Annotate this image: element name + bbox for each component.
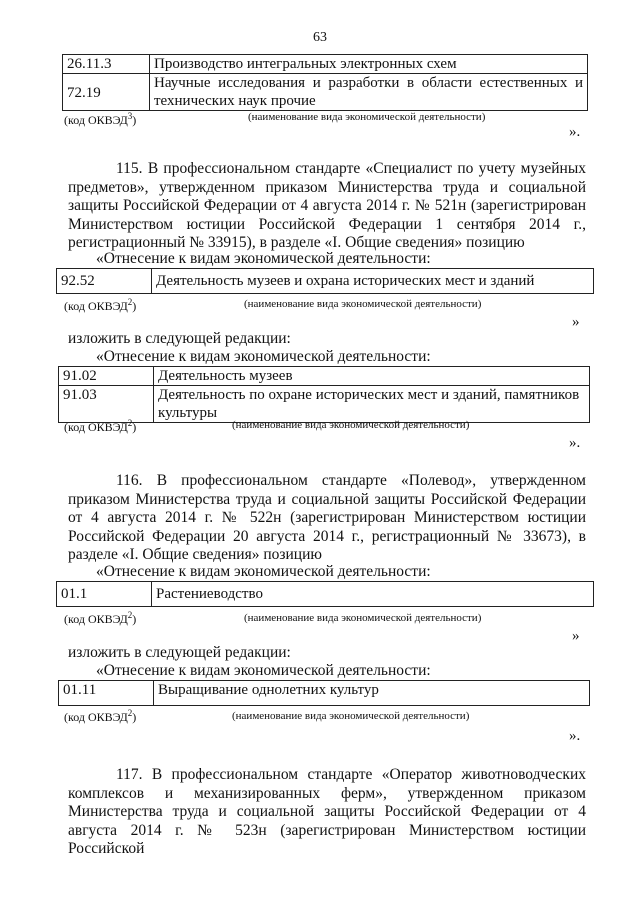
name-caption: (наименование вида экономической деятельности) — [244, 612, 482, 624]
intro-line: «Отнесение к видам экономической деятельности: — [96, 563, 431, 580]
okved-name: Деятельность музеев и охрана исторических мест и зданий — [152, 269, 594, 294]
okved-name: Научные исследования и разработки в области естественных и технических наук прочие — [150, 74, 588, 111]
code-caption: (код ОКВЭД$^2$) — [64, 418, 137, 434]
okved-code: 91.03 — [59, 386, 154, 423]
name-caption: (наименование вида экономической деятельности) — [244, 298, 482, 310]
okved-code: 01.11 — [59, 681, 154, 706]
table-row — [63, 74, 588, 111]
okved-code: 01.1 — [57, 582, 152, 607]
okved-table-top — [62, 54, 588, 111]
end-quote: ». — [569, 728, 581, 744]
intro-line: «Отнесение к видам экономической деятельности: — [96, 662, 431, 679]
okved-code: 92.52 — [57, 269, 152, 294]
okved-name: Деятельность музеев — [154, 367, 590, 386]
name-caption: (наименование вида экономической деятельности) — [232, 710, 470, 722]
table-row — [57, 269, 594, 294]
okved-code: 91.02 — [59, 367, 154, 386]
okved-name: Производство интегральных электронных схем — [150, 55, 588, 74]
table-row — [59, 386, 590, 423]
end-quote: » — [572, 628, 580, 644]
okved-table-old — [56, 268, 594, 294]
okved-name: Деятельность по охране исторических мест и зданий, памятников культуры — [154, 386, 590, 423]
name-caption: (наименование вида экономической деятельности) — [232, 419, 470, 431]
page-number: 63 — [313, 30, 327, 45]
end-quote: ». — [569, 435, 581, 451]
okved-table-old — [56, 581, 594, 607]
replace-line: изложить в следующей редакции: — [68, 330, 291, 347]
table-row — [59, 681, 590, 706]
code-caption: (код ОКВЭД$^2$) — [64, 708, 137, 724]
intro-line: «Отнесение к видам экономической деятельности: — [96, 348, 431, 365]
code-caption: (код ОКВЭД$^2$) — [64, 610, 137, 626]
end-quote: ». — [569, 124, 581, 140]
name-caption: (наименование вида экономической деятельности) — [248, 111, 486, 123]
okved-name: Выращивание однолетних культур — [154, 681, 590, 706]
table-row — [63, 55, 588, 74]
okved-table-new — [58, 680, 590, 706]
okved-table-new — [58, 366, 590, 423]
end-quote: » — [572, 314, 580, 330]
paragraph-117: 117. В профессиональном стандарте «Оператор животноводческих комплексов и механизированных ферм», утвержденном приказом Министерства труда и социальной защиты Российской Федерации от 4 августа 2014 г. № 523н (зарегистрирован Министерством юстиции Российской — [68, 766, 586, 858]
replace-line: изложить в следующей редакции: — [68, 644, 291, 661]
okved-code: 72.19 — [63, 74, 150, 111]
paragraph-116: 116. В профессиональном стандарте «Полевод», утвержденном приказом Министерства труда и социальной защиты Российской Федерации от 4 августа 2014 г. № 522н (зарегистрирован Министерством юстиции Российской Федерации 20 августа 2014 г., регистрационный № 33673), в разделе «I. Общие сведения» позицию — [68, 472, 586, 564]
code-caption: (код ОКВЭД$^2$) — [64, 297, 137, 313]
intro-line: «Отнесение к видам экономической деятельности: — [96, 250, 431, 267]
okved-name: Растениеводство — [152, 582, 594, 607]
table-row — [57, 582, 594, 607]
okved-code: 26.11.3 — [63, 55, 150, 74]
table-row — [59, 367, 590, 386]
paragraph-115: 115. В профессиональном стандарте «Специалист по учету музейных предметов», утвержденном приказом Министерства труда и социальной защиты Российской Федерации от 4 августа 2014 г. № 521н (зарегистрирован Министерством юстиции Российской Федерации 1 сентября 2014 г., регистрационный № 33915), в разделе «I. Общие сведения» позицию — [68, 160, 586, 252]
code-caption: (код ОКВЭД$^3$) — [64, 111, 137, 127]
